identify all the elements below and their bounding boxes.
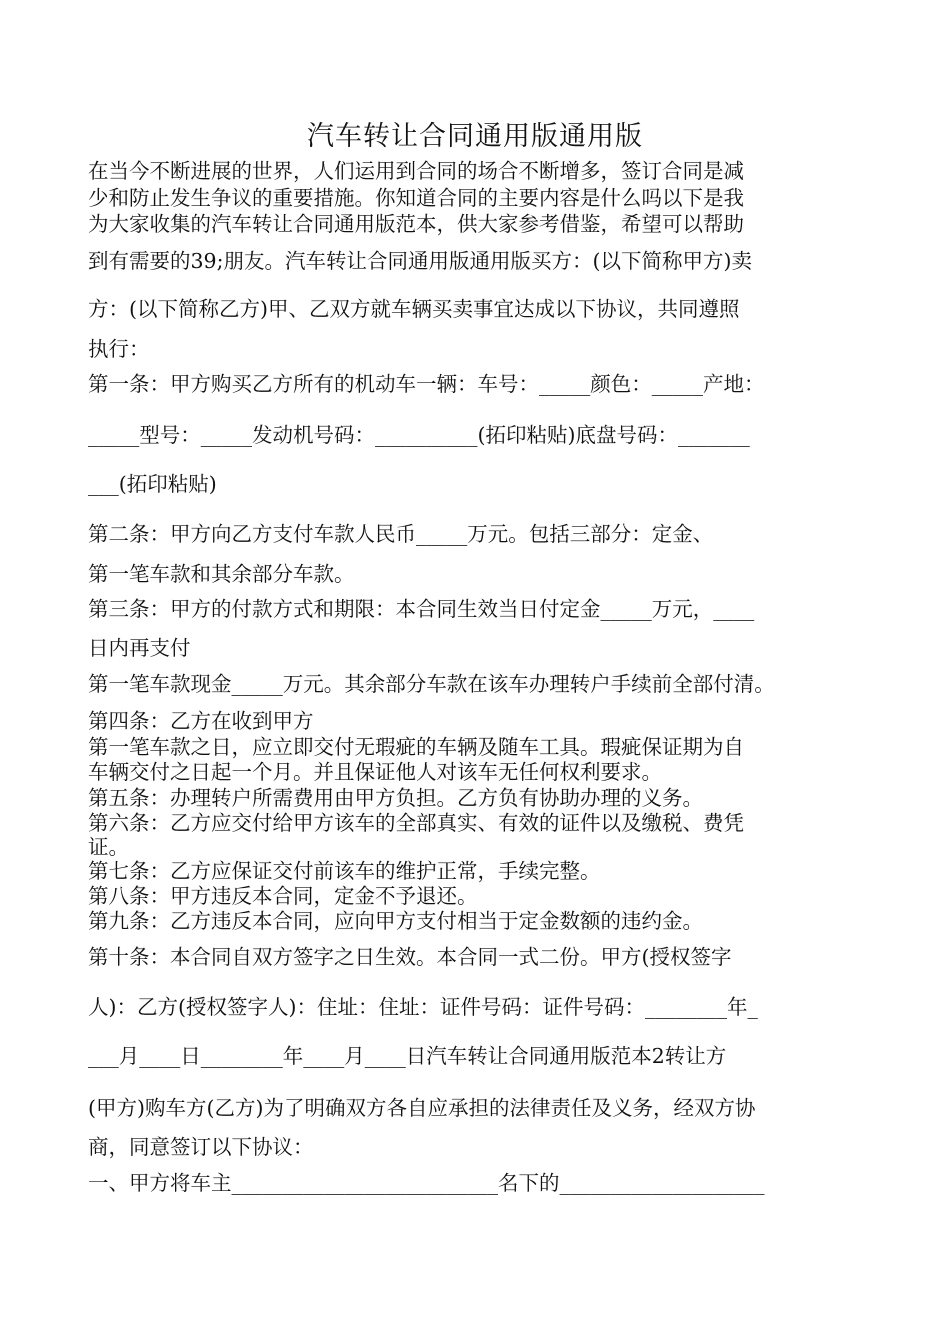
paragraph-line: ___月____日________年____月____日汽车转让合同通用版范本2转让方: [88, 1044, 727, 1068]
paragraph-line: 人)：乙方(授权签字人)：住址：住址：证件号码：证件号码：________年_: [88, 995, 758, 1019]
paragraph-line: 第二条：甲方向乙方支付车款人民币_____万元。包括三部分：定金、: [88, 522, 714, 546]
paragraph-line: 第五条：办理转户所需费用由甲方负担。乙方负有协助办理的义务。: [88, 786, 703, 810]
paragraph-line: 到有需要的39;朋友。汽车转让合同通用版通用版买方：(以下简称甲方)卖: [88, 249, 752, 273]
paragraph-line: 商，同意签订以下协议：: [88, 1135, 314, 1159]
paragraph-line: 一、甲方将车主__________________________名下的____________________: [88, 1171, 765, 1195]
paragraph-line: 少和防止发生争议的重要措施。你知道合同的主要内容是什么吗以下是我: [88, 186, 744, 210]
document-title: 汽车转让合同通用版通用版: [307, 121, 643, 152]
paragraph-line: 第八条：甲方违反本合同，定金不予退还。: [88, 884, 478, 908]
paragraph-line: 第一笔车款现金_____万元。其余部分车款在该车办理转户手续前全部付清。: [88, 672, 775, 696]
paragraph-line: 第一笔车款之日，应立即交付无瑕疵的车辆及随车工具。瑕疵保证期为自: [88, 735, 744, 759]
paragraph-line: _____型号：_____发动机号码：__________(拓印粘贴)底盘号码：_______: [88, 423, 750, 447]
paragraph-line: 证。: [88, 835, 129, 859]
paragraph-line: 车辆交付之日起一个月。并且保证他人对该车无任何权利要求。: [88, 760, 662, 784]
paragraph-line: 第三条：甲方的付款方式和期限：本合同生效当日付定金_____万元，____: [88, 597, 755, 621]
paragraph-line: 第一条：甲方购买乙方所有的机动车一辆：车号：_____颜色：_____产地：: [88, 372, 765, 396]
paragraph-line: ___(拓印粘贴): [88, 472, 217, 496]
paragraph-line: 第九条：乙方违反本合同，应向甲方支付相当于定金数额的违约金。: [88, 909, 703, 933]
paragraph-line: 执行：: [88, 337, 150, 361]
paragraph-line: 方：(以下简称乙方)甲、乙双方就车辆买卖事宜达成以下协议，共同遵照: [88, 297, 740, 321]
paragraph-line: 日内再支付: [88, 636, 191, 660]
paragraph-line: 第四条：乙方在收到甲方: [88, 709, 314, 733]
paragraph-line: 第一笔车款和其余部分车款。: [88, 562, 355, 586]
paragraph-line: 在当今不断进展的世界，人们运用到合同的场合不断增多，签订合同是减: [88, 159, 744, 183]
paragraph-line: 第十条：本合同自双方签字之日生效。本合同一式二份。甲方(授权签字: [88, 945, 732, 969]
paragraph-line: (甲方)购车方(乙方)为了明确双方各自应承担的法律责任及义务，经双方协: [88, 1096, 756, 1120]
paragraph-line: 第六条：乙方应交付给甲方该车的全部真实、有效的证件以及缴税、费凭: [88, 811, 744, 835]
paragraph-line: 为大家收集的汽车转让合同通用版范本，供大家参考借鉴，希望可以帮助: [88, 212, 744, 236]
paragraph-line: 第七条：乙方应保证交付前该车的维护正常，手续完整。: [88, 859, 601, 883]
